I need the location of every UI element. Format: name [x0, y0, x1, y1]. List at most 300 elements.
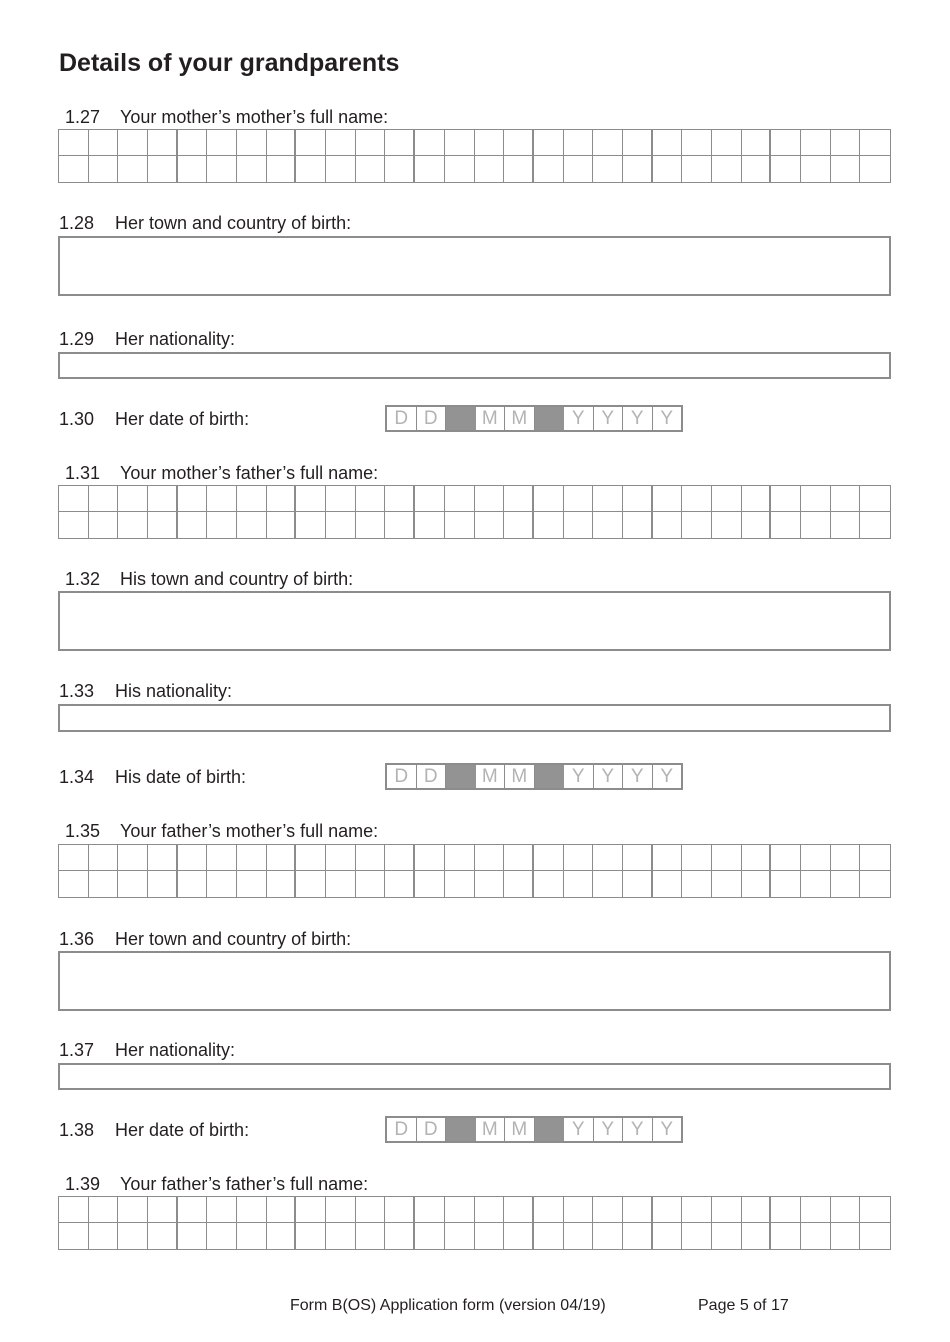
- char-cell[interactable]: [682, 130, 712, 156]
- char-cell[interactable]: [504, 871, 534, 897]
- char-cell[interactable]: [801, 1197, 831, 1223]
- char-cell[interactable]: [712, 871, 742, 897]
- question-number: 1.34: [59, 767, 95, 787]
- char-cell[interactable]: [237, 130, 267, 156]
- char-cell[interactable]: [237, 845, 267, 871]
- char-cell[interactable]: [475, 1197, 505, 1223]
- char-cell[interactable]: [178, 130, 208, 156]
- char-cell[interactable]: [712, 156, 742, 182]
- char-cell[interactable]: [326, 871, 356, 897]
- date-separator: [446, 1118, 476, 1141]
- date-digit-cell[interactable]: M: [505, 1118, 535, 1141]
- char-cell[interactable]: [623, 1223, 653, 1249]
- char-cell[interactable]: [860, 871, 890, 897]
- char-cell[interactable]: [118, 845, 148, 871]
- char-cell[interactable]: [356, 130, 386, 156]
- char-cell[interactable]: [296, 1223, 326, 1249]
- char-cell[interactable]: [89, 871, 119, 897]
- char-cell[interactable]: [356, 512, 386, 538]
- char-cell[interactable]: [207, 156, 237, 182]
- question-text: Your father’s mother’s full name:: [120, 821, 379, 841]
- char-cell[interactable]: [623, 512, 653, 538]
- char-cell[interactable]: [118, 486, 148, 512]
- char-cell[interactable]: [385, 871, 415, 897]
- char-cell[interactable]: [445, 156, 475, 182]
- char-cell[interactable]: [564, 871, 594, 897]
- char-cell[interactable]: [385, 486, 415, 512]
- date-digit-cell[interactable]: D: [387, 1118, 417, 1141]
- char-cell[interactable]: [534, 1197, 564, 1223]
- char-cell[interactable]: [89, 512, 119, 538]
- char-cell[interactable]: [415, 130, 445, 156]
- mother-mother-birthplace-field[interactable]: [58, 236, 891, 296]
- question-label: [59, 212, 351, 234]
- char-cell[interactable]: [653, 1223, 683, 1249]
- char-cell[interactable]: [59, 156, 89, 182]
- question-text: His nationality:: [115, 681, 233, 701]
- char-cell[interactable]: [475, 512, 505, 538]
- char-cell[interactable]: [89, 1223, 119, 1249]
- char-cell[interactable]: [712, 1197, 742, 1223]
- char-cell[interactable]: [148, 130, 178, 156]
- char-cell[interactable]: [267, 1197, 297, 1223]
- char-cell[interactable]: [534, 156, 564, 182]
- date-digit-cell[interactable]: Y: [564, 765, 594, 788]
- char-cell[interactable]: [623, 871, 653, 897]
- char-cell[interactable]: [267, 1223, 297, 1249]
- question-text: Her date of birth:: [115, 1120, 250, 1140]
- char-cell[interactable]: [178, 1223, 208, 1249]
- char-cell[interactable]: [415, 1223, 445, 1249]
- char-cell[interactable]: [267, 486, 297, 512]
- char-cell[interactable]: [564, 156, 594, 182]
- char-cell[interactable]: [801, 871, 831, 897]
- char-cell[interactable]: [504, 156, 534, 182]
- char-cell[interactable]: [653, 130, 683, 156]
- char-cell[interactable]: [653, 871, 683, 897]
- char-cell[interactable]: [445, 1197, 475, 1223]
- char-cell[interactable]: [385, 845, 415, 871]
- char-cell[interactable]: [475, 871, 505, 897]
- char-cell[interactable]: [682, 845, 712, 871]
- char-cell[interactable]: [771, 1197, 801, 1223]
- char-cell[interactable]: [712, 486, 742, 512]
- char-cell[interactable]: [267, 156, 297, 182]
- date-digit-cell[interactable]: M: [476, 407, 506, 430]
- char-cell[interactable]: [267, 871, 297, 897]
- question-text: His town and country of birth:: [120, 569, 354, 589]
- char-cell[interactable]: [296, 871, 326, 897]
- char-cell[interactable]: [801, 156, 831, 182]
- char-cell[interactable]: [59, 1197, 89, 1223]
- char-cell[interactable]: [564, 130, 594, 156]
- char-cell[interactable]: [148, 486, 178, 512]
- char-cell[interactable]: [356, 845, 386, 871]
- char-cell[interactable]: [237, 512, 267, 538]
- char-cell[interactable]: [207, 871, 237, 897]
- char-cell[interactable]: [385, 156, 415, 182]
- char-cell[interactable]: [742, 130, 772, 156]
- char-cell[interactable]: [296, 512, 326, 538]
- char-cell[interactable]: [267, 512, 297, 538]
- char-cell[interactable]: [59, 845, 89, 871]
- char-cell[interactable]: [860, 1197, 890, 1223]
- char-cell[interactable]: [326, 156, 356, 182]
- char-cell[interactable]: [385, 1223, 415, 1249]
- question-text: Her nationality:: [115, 329, 236, 349]
- mother-mother-nationality-field[interactable]: [58, 352, 891, 379]
- mother-mother-name-grid[interactable]: [58, 129, 891, 183]
- char-cell[interactable]: [356, 871, 386, 897]
- char-cell[interactable]: [801, 486, 831, 512]
- char-cell[interactable]: [860, 1223, 890, 1249]
- char-cell[interactable]: [237, 486, 267, 512]
- question-label: [65, 462, 378, 484]
- char-cell[interactable]: [207, 845, 237, 871]
- date-digit-cell[interactable]: Y: [660, 408, 674, 429]
- char-cell[interactable]: [653, 486, 683, 512]
- char-cell[interactable]: [178, 1197, 208, 1223]
- question-label: [59, 328, 235, 350]
- char-cell[interactable]: [742, 845, 772, 871]
- char-cell[interactable]: [771, 486, 801, 512]
- char-cell[interactable]: [118, 130, 148, 156]
- char-cell[interactable]: [860, 512, 890, 538]
- date-digit-cell[interactable]: Y: [623, 765, 653, 788]
- date-digit-cell[interactable]: Y: [594, 765, 624, 788]
- char-cell[interactable]: [59, 1223, 89, 1249]
- question-label: [65, 568, 353, 590]
- date-separator: [446, 765, 476, 788]
- date-digit-cell[interactable]: D: [417, 407, 447, 430]
- char-cell[interactable]: [593, 871, 623, 897]
- char-cell[interactable]: [860, 156, 890, 182]
- date-digit-cell[interactable]: Y: [660, 1119, 674, 1140]
- char-cell[interactable]: [534, 1223, 564, 1249]
- char-cell[interactable]: [593, 845, 623, 871]
- char-cell[interactable]: [860, 486, 890, 512]
- char-cell[interactable]: [682, 512, 712, 538]
- date-digit-cell[interactable]: Y: [564, 407, 594, 430]
- date-digit-cell[interactable]: D: [387, 407, 417, 430]
- question-text: His date of birth:: [115, 767, 247, 787]
- date-digit-cell[interactable]: M: [505, 407, 535, 430]
- char-cell[interactable]: [148, 1197, 178, 1223]
- char-cell[interactable]: [593, 1223, 623, 1249]
- char-cell[interactable]: [178, 512, 208, 538]
- question-label: [65, 1173, 368, 1195]
- char-cell[interactable]: [682, 1223, 712, 1249]
- char-cell[interactable]: [178, 871, 208, 897]
- father-mother-name-grid[interactable]: [58, 844, 891, 898]
- char-cell[interactable]: [771, 130, 801, 156]
- char-cell[interactable]: [237, 1197, 267, 1223]
- char-cell[interactable]: [415, 871, 445, 897]
- char-cell[interactable]: [623, 845, 653, 871]
- char-cell[interactable]: [59, 130, 89, 156]
- char-cell[interactable]: [207, 486, 237, 512]
- char-cell[interactable]: [771, 512, 801, 538]
- char-cell[interactable]: [356, 1197, 386, 1223]
- char-cell[interactable]: [118, 156, 148, 182]
- mother-father-dob-field[interactable]: [385, 763, 683, 790]
- char-cell[interactable]: [296, 156, 326, 182]
- char-cell[interactable]: [534, 871, 564, 897]
- char-cell[interactable]: [207, 1197, 237, 1223]
- char-cell[interactable]: [415, 156, 445, 182]
- char-cell[interactable]: [89, 130, 119, 156]
- char-cell[interactable]: [742, 1223, 772, 1249]
- char-cell[interactable]: [118, 1197, 148, 1223]
- question-label: [65, 106, 388, 128]
- question-label: [59, 680, 232, 702]
- char-cell[interactable]: [385, 512, 415, 538]
- date-digit-cell[interactable]: Y: [594, 1118, 624, 1141]
- char-cell[interactable]: [771, 1223, 801, 1249]
- char-cell[interactable]: [771, 871, 801, 897]
- date-digit-cell[interactable]: M: [476, 1118, 506, 1141]
- date-separator: [535, 407, 565, 430]
- char-cell[interactable]: [860, 845, 890, 871]
- char-cell[interactable]: [148, 512, 178, 538]
- father-mother-nationality-field[interactable]: [58, 1063, 891, 1090]
- char-cell[interactable]: [593, 512, 623, 538]
- char-cell[interactable]: [475, 486, 505, 512]
- char-cell[interactable]: [326, 845, 356, 871]
- char-cell[interactable]: [742, 1197, 772, 1223]
- char-cell[interactable]: [356, 1223, 386, 1249]
- date-separator: [535, 1118, 565, 1141]
- char-cell[interactable]: [118, 512, 148, 538]
- char-cell[interactable]: [623, 130, 653, 156]
- question-label: [59, 928, 351, 950]
- char-cell[interactable]: [712, 130, 742, 156]
- char-cell[interactable]: [831, 1197, 861, 1223]
- char-cell[interactable]: [534, 130, 564, 156]
- char-cell[interactable]: [118, 871, 148, 897]
- char-cell[interactable]: [564, 1223, 594, 1249]
- char-cell[interactable]: [326, 512, 356, 538]
- question-label: [65, 820, 378, 842]
- question-text: Your mother’s father’s full name:: [120, 463, 379, 483]
- char-cell[interactable]: [801, 512, 831, 538]
- char-cell[interactable]: [326, 130, 356, 156]
- char-cell[interactable]: [475, 1223, 505, 1249]
- char-cell[interactable]: [207, 1223, 237, 1249]
- char-cell[interactable]: [445, 845, 475, 871]
- date-digit-cell[interactable]: Y: [594, 407, 624, 430]
- char-cell[interactable]: [564, 512, 594, 538]
- char-cell[interactable]: [593, 156, 623, 182]
- question-label: [59, 1039, 235, 1061]
- char-cell[interactable]: [415, 486, 445, 512]
- char-cell[interactable]: [89, 156, 119, 182]
- char-cell[interactable]: [148, 156, 178, 182]
- char-cell[interactable]: [237, 1223, 267, 1249]
- char-cell[interactable]: [534, 486, 564, 512]
- question-number: 1.30: [59, 409, 95, 429]
- char-cell[interactable]: [178, 845, 208, 871]
- date-digit-cell[interactable]: D: [387, 765, 417, 788]
- char-cell[interactable]: [207, 512, 237, 538]
- char-cell[interactable]: [504, 1197, 534, 1223]
- question-number: 1.33: [59, 681, 95, 701]
- footer-page-number: Page 5 of 17: [698, 1297, 789, 1314]
- char-cell[interactable]: [207, 130, 237, 156]
- date-digit-cell[interactable]: M: [505, 765, 535, 788]
- char-cell[interactable]: [564, 845, 594, 871]
- char-cell[interactable]: [356, 486, 386, 512]
- char-cell[interactable]: [653, 156, 683, 182]
- char-cell[interactable]: [593, 130, 623, 156]
- char-cell[interactable]: [296, 486, 326, 512]
- char-cell[interactable]: [712, 1223, 742, 1249]
- char-cell[interactable]: [385, 1197, 415, 1223]
- char-cell[interactable]: [445, 1223, 475, 1249]
- char-cell[interactable]: [504, 512, 534, 538]
- char-cell[interactable]: [415, 512, 445, 538]
- char-cell[interactable]: [712, 512, 742, 538]
- question-label: [59, 408, 249, 430]
- char-cell[interactable]: [148, 845, 178, 871]
- char-cell[interactable]: [831, 486, 861, 512]
- char-cell[interactable]: [89, 486, 119, 512]
- question-label: [59, 766, 246, 788]
- char-cell[interactable]: [504, 1223, 534, 1249]
- char-cell[interactable]: [59, 486, 89, 512]
- mother-father-birthplace-field[interactable]: [58, 591, 891, 651]
- char-cell[interactable]: [564, 1197, 594, 1223]
- question-text: Your mother’s mother’s full name:: [120, 107, 389, 127]
- char-cell[interactable]: [682, 486, 712, 512]
- char-cell[interactable]: [148, 871, 178, 897]
- char-cell[interactable]: [475, 156, 505, 182]
- char-cell[interactable]: [118, 1223, 148, 1249]
- char-cell[interactable]: [59, 512, 89, 538]
- char-cell[interactable]: [445, 871, 475, 897]
- char-cell[interactable]: [682, 871, 712, 897]
- char-cell[interactable]: [178, 486, 208, 512]
- date-digit-cell[interactable]: Y: [564, 1118, 594, 1141]
- char-cell[interactable]: [475, 130, 505, 156]
- father-father-name-grid[interactable]: [58, 1196, 891, 1250]
- footer-form-name: Form B(OS) Application form (version 04/19): [290, 1297, 606, 1314]
- mother-father-name-grid[interactable]: [58, 485, 891, 539]
- char-cell[interactable]: [801, 130, 831, 156]
- char-cell[interactable]: [653, 845, 683, 871]
- char-cell[interactable]: [712, 845, 742, 871]
- question-text: Your father’s father’s full name:: [120, 1174, 369, 1194]
- mother-father-nationality-field[interactable]: [58, 704, 891, 732]
- char-cell[interactable]: [89, 845, 119, 871]
- date-digit-cell[interactable]: D: [417, 765, 447, 788]
- char-cell[interactable]: [742, 512, 772, 538]
- char-cell[interactable]: [534, 845, 564, 871]
- char-cell[interactable]: [356, 156, 386, 182]
- char-cell[interactable]: [623, 156, 653, 182]
- father-mother-dob-field[interactable]: [385, 1116, 683, 1143]
- char-cell[interactable]: [59, 871, 89, 897]
- char-cell[interactable]: [148, 1223, 178, 1249]
- question-text: Her date of birth:: [115, 409, 250, 429]
- char-cell[interactable]: [504, 486, 534, 512]
- char-cell[interactable]: [831, 1223, 861, 1249]
- date-digit-cell[interactable]: Y: [660, 766, 674, 787]
- char-cell[interactable]: [771, 156, 801, 182]
- char-cell[interactable]: [742, 156, 772, 182]
- char-cell[interactable]: [831, 130, 861, 156]
- char-cell[interactable]: [564, 486, 594, 512]
- char-cell[interactable]: [742, 871, 772, 897]
- char-cell[interactable]: [445, 486, 475, 512]
- char-cell[interactable]: [445, 130, 475, 156]
- char-cell[interactable]: [237, 156, 267, 182]
- char-cell[interactable]: [771, 845, 801, 871]
- char-cell[interactable]: [801, 845, 831, 871]
- char-cell[interactable]: [296, 1197, 326, 1223]
- question-text: Her town and country of birth:: [115, 929, 352, 949]
- question-text: Her nationality:: [115, 1040, 236, 1060]
- date-digit-cell[interactable]: Y: [623, 407, 653, 430]
- date-separator: [446, 407, 476, 430]
- char-cell[interactable]: [415, 1197, 445, 1223]
- char-cell[interactable]: [682, 156, 712, 182]
- char-cell[interactable]: [831, 871, 861, 897]
- char-cell[interactable]: [831, 512, 861, 538]
- char-cell[interactable]: [831, 156, 861, 182]
- char-cell[interactable]: [831, 845, 861, 871]
- char-cell[interactable]: [385, 130, 415, 156]
- char-cell[interactable]: [623, 1197, 653, 1223]
- char-cell[interactable]: [742, 486, 772, 512]
- char-cell[interactable]: [653, 512, 683, 538]
- char-cell[interactable]: [178, 156, 208, 182]
- char-cell[interactable]: [504, 130, 534, 156]
- char-cell[interactable]: [296, 845, 326, 871]
- question-number: 1.27: [65, 107, 101, 127]
- char-cell[interactable]: [415, 845, 445, 871]
- char-cell[interactable]: [593, 486, 623, 512]
- char-cell[interactable]: [682, 1197, 712, 1223]
- date-digit-cell[interactable]: M: [476, 765, 506, 788]
- date-digit-cell[interactable]: Y: [623, 1118, 653, 1141]
- father-mother-birthplace-field[interactable]: [58, 951, 891, 1011]
- date-digit-cell[interactable]: D: [417, 1118, 447, 1141]
- question-number: 1.37: [59, 1040, 95, 1060]
- char-cell[interactable]: [267, 130, 297, 156]
- char-cell[interactable]: [534, 512, 564, 538]
- char-cell[interactable]: [623, 486, 653, 512]
- date-separator: [535, 765, 565, 788]
- char-cell[interactable]: [326, 1197, 356, 1223]
- question-text: Her town and country of birth:: [115, 213, 352, 233]
- char-cell[interactable]: [237, 871, 267, 897]
- char-cell[interactable]: [326, 486, 356, 512]
- char-cell[interactable]: [296, 130, 326, 156]
- char-cell[interactable]: [860, 130, 890, 156]
- char-cell[interactable]: [504, 845, 534, 871]
- char-cell[interactable]: [653, 1197, 683, 1223]
- char-cell[interactable]: [89, 1197, 119, 1223]
- char-cell[interactable]: [593, 1197, 623, 1223]
- char-cell[interactable]: [475, 845, 505, 871]
- char-cell[interactable]: [445, 512, 475, 538]
- question-number: 1.35: [65, 821, 101, 841]
- char-cell[interactable]: [326, 1223, 356, 1249]
- mother-mother-dob-field[interactable]: [385, 405, 683, 432]
- char-cell[interactable]: [267, 845, 297, 871]
- char-cell[interactable]: [801, 1223, 831, 1249]
